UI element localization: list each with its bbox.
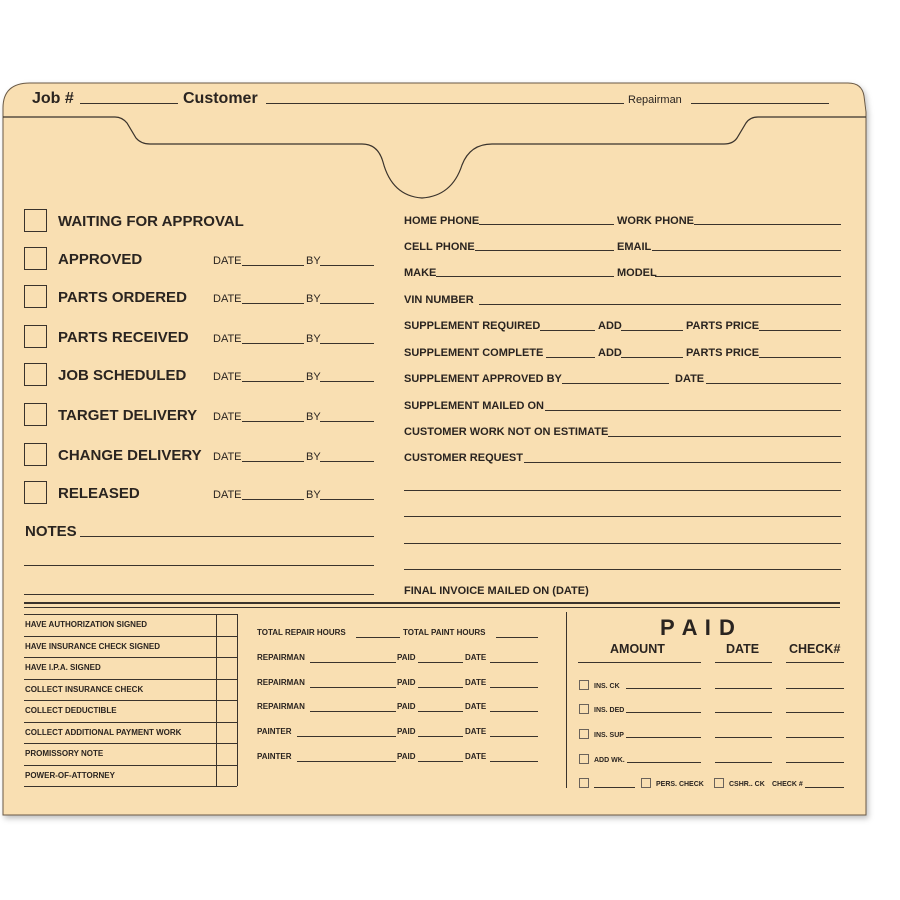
supplement-mailed-field[interactable] xyxy=(545,410,841,411)
date-label: DATE xyxy=(213,489,242,501)
paid-label: PAID xyxy=(397,702,416,711)
email-field[interactable] xyxy=(652,250,841,251)
status-label: JOB SCHEDULED xyxy=(58,367,187,384)
checklist-item-label: COLLECT INSURANCE CHECK xyxy=(25,685,144,694)
check-number-field[interactable] xyxy=(805,787,844,788)
paid-field[interactable] xyxy=(594,787,635,788)
amount-field[interactable] xyxy=(626,737,701,738)
paid-checkbox[interactable] xyxy=(579,704,589,714)
make-field[interactable] xyxy=(436,276,614,277)
date-field[interactable] xyxy=(242,343,304,344)
checklist-check-cell[interactable] xyxy=(218,745,235,764)
check-field[interactable] xyxy=(786,737,844,738)
hours-role-label: PAINTER xyxy=(257,727,292,736)
amount-field[interactable] xyxy=(627,762,701,763)
notes-label: NOTES xyxy=(25,523,77,540)
work-phone-field[interactable] xyxy=(694,224,841,225)
date-field[interactable] xyxy=(242,265,304,266)
checklist-item-label: PROMISSORY NOTE xyxy=(25,749,104,758)
cell-phone-label: CELL PHONE xyxy=(404,241,475,253)
customer-request-field[interactable] xyxy=(524,462,841,463)
by-field[interactable] xyxy=(320,499,374,500)
date-label: DATE xyxy=(213,293,242,305)
customer-label: Customer xyxy=(183,90,258,107)
checklist-check-cell[interactable] xyxy=(218,724,235,743)
total-repair-hours-field[interactable] xyxy=(356,637,400,638)
checklist-item-label: HAVE AUTHORIZATION SIGNED xyxy=(25,620,148,629)
grid-line xyxy=(24,765,237,766)
paid-row-label: INS. CK xyxy=(594,683,620,690)
paid-label: PAID xyxy=(397,727,416,736)
grid-line xyxy=(24,786,237,787)
amount-header-line xyxy=(578,662,701,663)
paid-field[interactable] xyxy=(418,687,463,688)
paid-field[interactable] xyxy=(418,662,463,663)
paid-checkbox[interactable] xyxy=(579,754,589,764)
check-header-line xyxy=(786,662,844,663)
parts-price-label: PARTS PRICE xyxy=(686,347,760,359)
checklist-check-cell[interactable] xyxy=(218,681,235,700)
date-field[interactable] xyxy=(490,761,538,762)
by-label: BY xyxy=(306,333,321,345)
date-field[interactable] xyxy=(715,762,772,763)
checklist-check-cell[interactable] xyxy=(218,767,235,786)
date-field[interactable] xyxy=(490,711,538,712)
vin-field[interactable] xyxy=(479,304,841,305)
hours-role-label: REPAIRMAN xyxy=(257,702,305,711)
customer-request-line[interactable] xyxy=(404,516,841,517)
amount-field[interactable] xyxy=(626,712,701,713)
by-label: BY xyxy=(306,255,321,267)
supplement-complete-label: SUPPLEMENT COMPLETE xyxy=(404,347,544,359)
checklist-item-label: COLLECT DEDUCTIBLE xyxy=(25,706,117,715)
supplement-approved-field[interactable] xyxy=(562,383,669,384)
divider xyxy=(24,602,840,604)
date-field[interactable] xyxy=(490,736,538,737)
cashier-check-label: CSHR.. CK xyxy=(729,781,765,788)
supplement-complete-field[interactable] xyxy=(546,357,595,358)
by-field[interactable] xyxy=(320,343,374,344)
hours-role-field[interactable] xyxy=(297,761,396,762)
date-label: DATE xyxy=(465,653,487,662)
date-label: DATE xyxy=(465,752,487,761)
paid-checkbox[interactable] xyxy=(579,778,589,788)
cell-phone-field[interactable] xyxy=(475,250,614,251)
checklist-item-label: HAVE I.P.A. SIGNED xyxy=(25,663,101,672)
status-checkbox[interactable] xyxy=(24,403,47,426)
date-label: DATE xyxy=(675,373,705,385)
by-field[interactable] xyxy=(320,421,374,422)
paid-row-label: INS. DED xyxy=(594,707,625,714)
by-label: BY xyxy=(306,451,321,463)
by-label: BY xyxy=(306,371,321,383)
pers-check-checkbox[interactable] xyxy=(641,778,651,788)
status-label: APPROVED xyxy=(58,251,143,268)
paid-label: PAID xyxy=(397,678,416,687)
date-label: DATE xyxy=(213,333,242,345)
customer-request-label: CUSTOMER REQUEST xyxy=(404,452,523,464)
notes-line[interactable] xyxy=(80,536,374,537)
divider xyxy=(24,607,840,608)
grid-line xyxy=(237,614,238,786)
date-label: DATE xyxy=(465,702,487,711)
parts-price-field[interactable] xyxy=(759,330,841,331)
date-label: DATE xyxy=(465,727,487,736)
amount-field[interactable] xyxy=(626,688,701,689)
home-phone-label: HOME PHONE xyxy=(404,215,480,227)
hours-role-field[interactable] xyxy=(310,662,396,663)
hours-role-field[interactable] xyxy=(310,687,396,688)
date-field[interactable] xyxy=(242,461,304,462)
repairman-field[interactable] xyxy=(691,103,829,104)
customer-request-line[interactable] xyxy=(404,569,841,570)
work-phone-label: WORK PHONE xyxy=(617,215,694,227)
total-repair-hours-label: TOTAL REPAIR HOURS xyxy=(257,628,346,637)
notes-line[interactable] xyxy=(24,565,374,566)
final-invoice-label: FINAL INVOICE MAILED ON (DATE) xyxy=(404,585,589,597)
check-number-label: CHECK # xyxy=(772,781,803,788)
by-label: BY xyxy=(306,293,321,305)
date-label: DATE xyxy=(213,411,242,423)
parts-price-field[interactable] xyxy=(759,357,841,358)
check-field[interactable] xyxy=(786,712,844,713)
add-label: ADD xyxy=(598,347,622,359)
add-field[interactable] xyxy=(621,357,683,358)
by-field[interactable] xyxy=(320,381,374,382)
paid-field[interactable] xyxy=(418,761,463,762)
grid-line xyxy=(24,700,237,701)
date-label: DATE xyxy=(213,451,242,463)
by-field[interactable] xyxy=(320,303,374,304)
checklist-check-cell[interactable] xyxy=(218,659,235,678)
checklist-check-cell[interactable] xyxy=(218,638,235,657)
paid-label: PAID xyxy=(397,653,416,662)
date-field[interactable] xyxy=(242,499,304,500)
by-label: BY xyxy=(306,489,321,501)
notes-line[interactable] xyxy=(24,594,374,595)
check-field[interactable] xyxy=(786,688,844,689)
by-label: BY xyxy=(306,411,321,423)
status-label: PARTS ORDERED xyxy=(58,289,187,306)
hours-role-label: REPAIRMAN xyxy=(257,678,305,687)
checklist-check-cell[interactable] xyxy=(218,702,235,721)
by-field[interactable] xyxy=(320,461,374,462)
total-paint-hours-label: TOTAL PAINT HOURS xyxy=(403,628,486,637)
date-header: DATE xyxy=(726,642,760,656)
date-label: DATE xyxy=(213,371,242,383)
supplement-mailed-label: SUPPLEMENT MAILED ON xyxy=(404,400,544,412)
date-label: DATE xyxy=(213,255,242,267)
add-label: ADD xyxy=(598,320,622,332)
paid-title: P A I D xyxy=(660,615,736,640)
customer-request-line[interactable] xyxy=(404,490,841,491)
paid-checkbox[interactable] xyxy=(579,680,589,690)
customer-request-line[interactable] xyxy=(404,543,841,544)
status-checkbox[interactable] xyxy=(24,443,47,466)
paid-field[interactable] xyxy=(418,711,463,712)
hours-role-label: PAINTER xyxy=(257,752,292,761)
parts-price-label: PARTS PRICE xyxy=(686,320,760,332)
vin-label: VIN NUMBER xyxy=(404,294,474,306)
status-label: TARGET DELIVERY xyxy=(58,407,198,424)
paid-row-label: ADD WK. xyxy=(594,757,625,764)
paid-checkbox[interactable] xyxy=(579,729,589,739)
make-label: MAKE xyxy=(404,267,437,279)
paid-row-label: INS. SUP xyxy=(594,732,624,739)
model-field[interactable] xyxy=(655,276,841,277)
status-label: CHANGE DELIVERY xyxy=(58,447,202,464)
checklist-item-label: POWER-OF-ATTORNEY xyxy=(25,771,115,780)
date-field[interactable] xyxy=(715,688,772,689)
paid-field[interactable] xyxy=(418,736,463,737)
home-phone-field[interactable] xyxy=(479,224,614,225)
add-field[interactable] xyxy=(621,330,683,331)
status-checkbox[interactable] xyxy=(24,285,47,308)
amount-header: AMOUNT xyxy=(610,642,665,656)
job-number-label: Job # xyxy=(32,90,74,107)
customer-field[interactable] xyxy=(266,103,624,104)
grid-line xyxy=(24,636,237,637)
work-not-on-estimate-label: CUSTOMER WORK NOT ON ESTIMATE xyxy=(404,426,609,438)
date-label: DATE xyxy=(465,678,487,687)
paid-label: PAID xyxy=(397,752,416,761)
date-field[interactable] xyxy=(242,303,304,304)
total-paint-hours-field[interactable] xyxy=(496,637,538,638)
email-label: EMAIL xyxy=(617,241,652,253)
pers-check-label: PERS. CHECK xyxy=(656,781,704,788)
status-checkbox[interactable] xyxy=(24,325,47,348)
check-header: CHECK# xyxy=(789,642,841,656)
grid-line xyxy=(24,657,237,658)
date-field[interactable] xyxy=(715,712,772,713)
date-field[interactable] xyxy=(715,737,772,738)
checklist-item-label: HAVE INSURANCE CHECK SIGNED xyxy=(25,642,160,651)
date-field[interactable] xyxy=(490,687,538,688)
status-label: PARTS RECEIVED xyxy=(58,329,189,346)
status-checkbox[interactable] xyxy=(24,481,47,504)
hours-role-field[interactable] xyxy=(297,736,396,737)
date-field[interactable] xyxy=(706,383,841,384)
grid-line xyxy=(24,743,237,744)
date-field[interactable] xyxy=(242,381,304,382)
section-divider xyxy=(566,612,567,788)
date-field[interactable] xyxy=(242,421,304,422)
hours-role-field[interactable] xyxy=(310,711,396,712)
status-checkbox[interactable] xyxy=(24,363,47,386)
grid-line xyxy=(24,679,237,680)
grid-line xyxy=(24,614,237,615)
checklist-check-cell[interactable] xyxy=(218,616,235,635)
repairman-label: Repairman xyxy=(628,94,682,106)
checklist-item-label: COLLECT ADDITIONAL PAYMENT WORK xyxy=(25,728,182,737)
date-header-line xyxy=(715,662,772,663)
grid-line xyxy=(24,722,237,723)
status-label: WAITING FOR APPROVAL xyxy=(58,213,244,230)
supplement-required-label: SUPPLEMENT REQUIRED xyxy=(404,320,541,332)
cashier-check-checkbox[interactable] xyxy=(714,778,724,788)
job-number-field[interactable] xyxy=(80,103,178,104)
status-checkbox[interactable] xyxy=(24,247,47,270)
supplement-approved-label: SUPPLEMENT APPROVED BY xyxy=(404,373,562,385)
status-label: RELEASED xyxy=(58,485,140,502)
date-field[interactable] xyxy=(490,662,538,663)
supplement-required-field[interactable] xyxy=(540,330,595,331)
work-not-on-estimate-field[interactable] xyxy=(608,436,841,437)
status-checkbox[interactable] xyxy=(24,209,47,232)
by-field[interactable] xyxy=(320,265,374,266)
check-field[interactable] xyxy=(786,762,844,763)
hours-role-label: REPAIRMAN xyxy=(257,653,305,662)
model-label: MODEL xyxy=(617,267,657,279)
